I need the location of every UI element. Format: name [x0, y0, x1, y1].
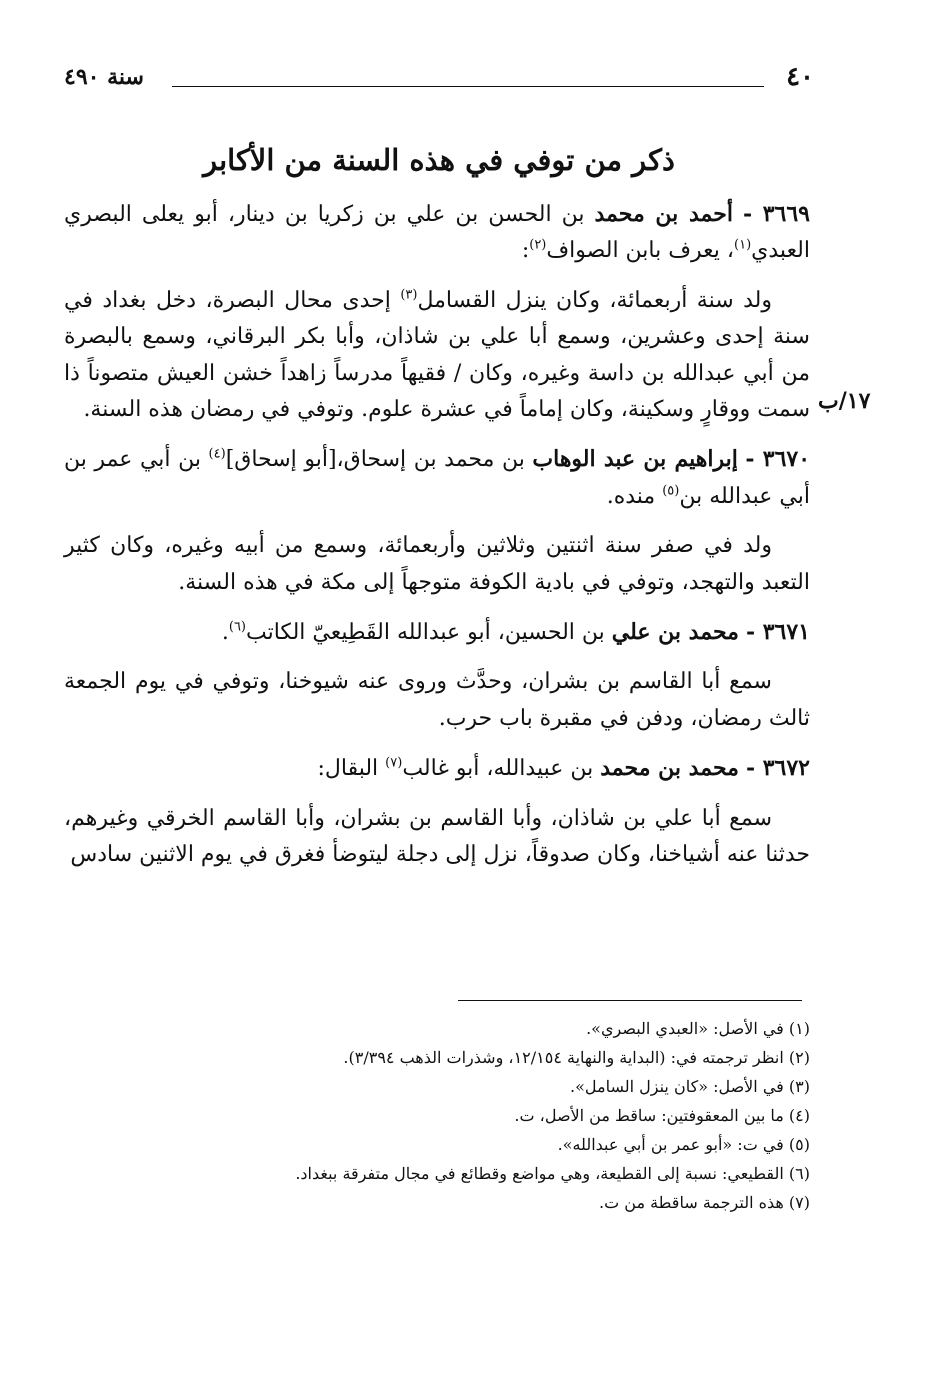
footnote-ref: (٣)	[400, 287, 418, 303]
body-text: سمع أبا القاسم بن بشران، وحدَّث وروى عنه شيوخنا، وتوفي في يوم الجمعة ثالث رمضان، ودفن في مقبرة باب حرب.	[64, 669, 810, 731]
header-rule	[172, 86, 764, 87]
entry-3672-body	[64, 801, 810, 874]
entry-lineage-end: البقال:	[317, 756, 379, 782]
entry-number: ٣٦٧٢ -	[745, 755, 810, 782]
footnote-4: (٤) ما بين المعقوفتين: ساقط من الأصل، ت.	[514, 1106, 810, 1125]
body-text: ولد في صفر سنة اثنتين وثلاثين وأربعمائة، وسمع من أبيه وغيره، وكان كثير التعبد والتهجد، وتوفي في بادية الكوفة متوجهاً إلى مكة في هذه السنة.	[64, 533, 810, 595]
footnote-2: (٢) انظر ترجمته في: (البداية والنهاية ١٢/١٥٤، وشذرات الذهب ٣/٣٩٤).	[343, 1048, 810, 1067]
entry-number: ٣٦٦٩ -	[742, 201, 810, 227]
entry-number: ٣٦٧٠ -	[745, 446, 811, 473]
entry-end: .	[221, 620, 229, 646]
section-heading: ذكر من توفي في هذه السنة من الأكابر	[203, 143, 675, 177]
footnote-ref: (٧)	[385, 755, 403, 771]
footnote-ref: (٤)	[208, 447, 226, 463]
entry-lineage-cont: بن أبي عمر بن أبي عبدالله بن	[64, 447, 810, 509]
footnote-ref: (٦)	[228, 619, 246, 635]
footnote-7: (٧) هذه الترجمة ساقطة من ت.	[599, 1193, 810, 1212]
running-header	[64, 62, 814, 102]
footnote-separator	[458, 1000, 802, 1001]
entry-3671-body	[64, 664, 810, 737]
body-text-cont: إحدى محال البصرة، دخل بغداد في سنة إحدى وعشرين، وسمع أبا علي بن شاذان، وأبا بكر البرقاني، وسمع بالبصرة من أبي عبدالله بن داسة وغيره، وكان / فقيهاً مدرساً زاهداً خشن العيش متصوناً ذا سمت ووقارٍ وسكينة، وكان إماماً في عشرة علوم. وتوفي في رمضان هذه السنة.	[64, 287, 810, 423]
entry-3671-title	[64, 614, 810, 651]
entry-lineage: بن عبيدالله، أبو غالب	[402, 756, 594, 782]
footnote-ref: (١)	[734, 238, 752, 254]
body-text: ولد سنة أربعمائة، وكان ينزل القسامل	[417, 287, 772, 313]
entry-lineage-cont: ، يعرف بابن الصواف	[546, 238, 735, 264]
footnote-1: (١) في الأصل: «العبدي البصري».	[586, 1019, 810, 1038]
entry-colon: :	[521, 238, 530, 264]
page-number: ٤٠	[786, 62, 814, 92]
entry-name: محمد بن محمد	[600, 755, 739, 782]
entry-number: ٣٦٧١ -	[745, 619, 810, 646]
entry-3672-title	[64, 750, 810, 787]
footnote-3: (٣) في الأصل: «كان ينزل السامل».	[570, 1077, 810, 1096]
main-text	[64, 196, 810, 874]
footnote-ref: (٥)	[662, 483, 680, 499]
entry-lineage: بن محمد بن إسحاق،	[336, 447, 525, 473]
footnote-6: (٦) القطيعي: نسبة إلى القطيعة، وهي مواضع وقطائع في مجال متفرقة ببغداد.	[295, 1164, 810, 1183]
entry-3669-body	[64, 283, 810, 429]
entry-lineage-end: منده.	[606, 483, 656, 509]
bracketed-insertion: [أبو إسحاق]	[225, 447, 337, 473]
year-label: سنة ٤٩٠	[64, 64, 144, 90]
entry-name: أحمد بن محمد	[594, 201, 733, 227]
body-text: سمع أبا علي بن شاذان، وأبا القاسم بن بشران، وأبا القاسم الخرقي وغيرهم، حدثنا عنه أشياخنا، وكان صدوقاً، نزل إلى دجلة ليتوضأ فغرق في يوم الاثنين سادس	[64, 805, 810, 868]
entry-name: محمد بن علي	[611, 619, 739, 646]
manuscript-folio-note: ١٧/ب	[818, 388, 871, 414]
entry-lineage: بن الحسن بن علي بن زكريا بن دينار، أبو يعلى البصري العبدي	[64, 202, 810, 264]
entry-lineage: بن الحسين، أبو عبدالله القَطِيعيّ الكاتب	[246, 620, 605, 646]
footnote-ref: (٢)	[529, 238, 547, 254]
entry-3670-body	[64, 528, 810, 601]
footnotes	[64, 1014, 810, 1217]
footnote-5: (٥) في ت: «أبو عمر بن أبي عبدالله».	[557, 1135, 810, 1154]
entry-3669-title	[64, 196, 810, 270]
entry-3670-title	[64, 441, 810, 515]
entry-name: إبراهيم بن عبد الوهاب	[532, 446, 738, 473]
